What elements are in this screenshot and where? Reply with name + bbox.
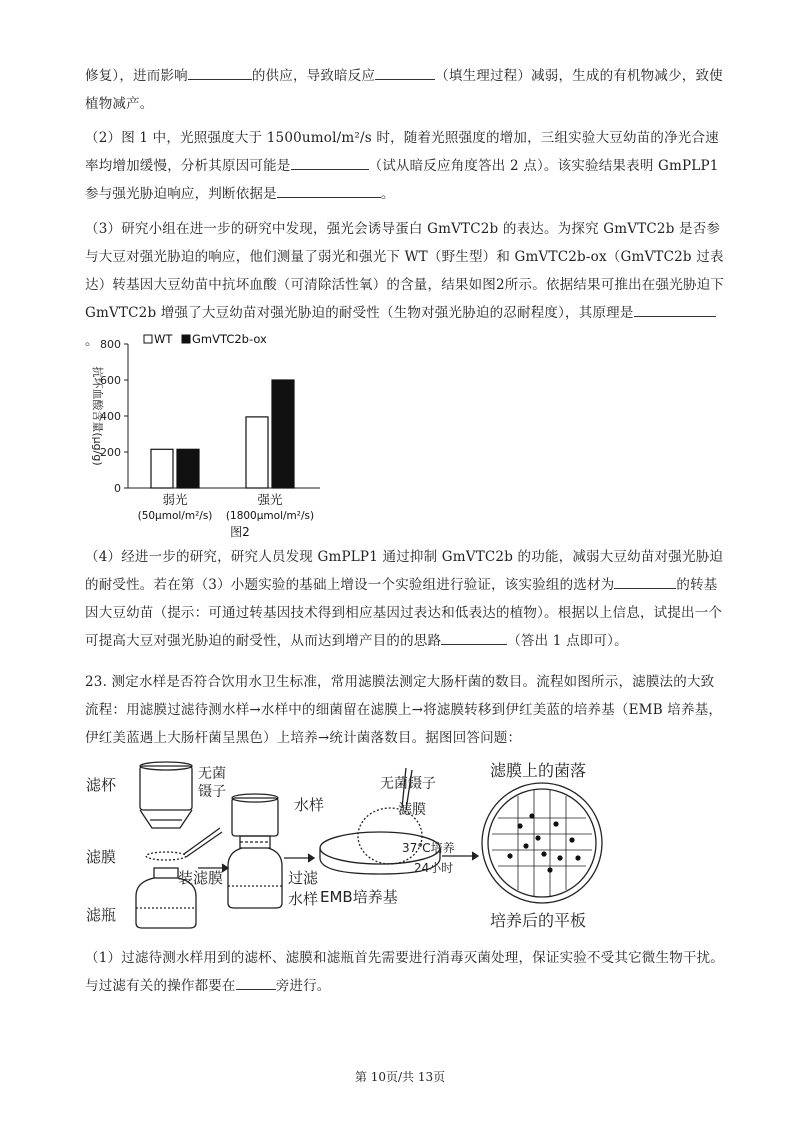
category-note: (1800μmol/m²/s) bbox=[225, 510, 315, 522]
para5-text-b: 旁进行。 bbox=[275, 978, 331, 994]
label-filter-sample-2: 水样 bbox=[288, 890, 319, 908]
para2-text-a: （2）图 1 中，光照强度大于 1500umol/m²/s 时，随着光照强度的增加，三组实验大豆幼苗的净光合速率均增加缓慢，分析其原因可能是 bbox=[85, 130, 719, 174]
para2-text-c: 。 bbox=[380, 186, 395, 202]
answer-blank[interactable] bbox=[375, 64, 435, 80]
para5-text-a: （1）过滤待测水样用到的滤杯、滤膜和滤瓶首先需要进行消毒灭菌处理，保证实验不受其它微生物干扰。与过滤有关的操作都要在 bbox=[85, 950, 724, 994]
y-axis-label: 抗坏血酸含量(μg/g) bbox=[91, 366, 104, 466]
bar-ox-1 bbox=[272, 380, 294, 488]
label-colonies-on-membrane: 滤膜上的菌落 bbox=[490, 761, 587, 780]
para2-text-b: （试从暗反应角度答出 2 点）。该实验结果表明 GmPLP1 参与强光胁迫响应，判断依据是 bbox=[85, 158, 719, 202]
y-tick-label: 200 bbox=[100, 446, 121, 459]
label-bottle: 滤瓶 bbox=[86, 906, 117, 924]
q23-text: 23. 测定水样是否符合饮用水卫生标准，常用滤膜法测定大肠杆菌的数目。流程如图所示，滤膜法的大致流程：用滤膜过滤待测水样→水样中的细菌留在滤膜上→将滤膜转移到伊红美蓝的培养基（EMB 培养基，伊红美蓝遇上大肠杆菌呈黑色）上培养→统计菌落数目。据图回答问题： bbox=[85, 674, 723, 746]
para4-text-a: （4）经进一步的研究，研究人员发现 GmPLP1 通过抑制 GmVTC2b 的功能，减弱大豆幼苗对强光胁迫的耐受性。若在第（3）小题实验的基础上增设一个实验组进行验证，该实验组的选材为 bbox=[85, 549, 724, 593]
answer-blank[interactable] bbox=[291, 154, 369, 170]
page-footer: 第 10页/共 13页 bbox=[354, 1070, 446, 1084]
answer-blank[interactable] bbox=[634, 301, 716, 317]
label-sterile-tweezers-a: 无菌 bbox=[198, 766, 226, 782]
bar-wt-0 bbox=[151, 449, 173, 488]
para1-text-a: 修复），进而影响 bbox=[85, 68, 188, 84]
answer-blank[interactable] bbox=[188, 64, 252, 80]
para1-text-c: （填生理过程）减弱，生成的有机物减少，致使植物减产。 bbox=[85, 68, 723, 112]
y-tick-label: 0 bbox=[114, 482, 121, 495]
paragraph-4 bbox=[85, 543, 725, 655]
label-install-membrane: 装滤膜 bbox=[178, 869, 224, 887]
label-culture-2: 24小时 bbox=[414, 861, 454, 875]
label-sterile-tweezers-b: 镊子 bbox=[198, 784, 226, 800]
answer-blank[interactable] bbox=[277, 182, 381, 198]
result-plate-drawing bbox=[482, 783, 602, 903]
category-label: 强光 bbox=[257, 492, 283, 507]
question-23 bbox=[85, 668, 725, 752]
legend-swatch-ox bbox=[182, 335, 190, 343]
bar-ox-0 bbox=[177, 449, 199, 488]
para1-text-b: 的供应，导致暗反应 bbox=[251, 68, 376, 84]
filter-cup-drawing bbox=[140, 762, 192, 828]
tweezers-drawing bbox=[184, 828, 222, 857]
label-emb-medium: EMB培养基 bbox=[320, 888, 398, 906]
para3-text-b: 。 bbox=[85, 333, 99, 349]
flow-arrow bbox=[284, 854, 314, 862]
category-note: (50μmol/m²/s) bbox=[137, 510, 213, 522]
label-filter-sample-1: 过滤 bbox=[288, 869, 319, 887]
chart-title: 图2 bbox=[230, 525, 250, 539]
category-label: 弱光 bbox=[162, 492, 188, 507]
label-cultured-plate: 培养后的平板 bbox=[490, 911, 587, 930]
legend-label-ox: GmVTC2b-ox bbox=[192, 332, 267, 346]
assembled-filter-drawing bbox=[228, 794, 282, 908]
membrane-filtration-diagram bbox=[80, 758, 740, 933]
para4-text-b: 的转基因大豆幼苗（提示：可通过转基因技术得到相应基因过表达和低表达的植物）。根据以上信息，试提出一个可提高大豆对强光胁迫的耐受性，从而达到增产目的的思路 bbox=[85, 577, 723, 649]
hidden-source-label: 无菌镊子 bbox=[80, 758, 84, 759]
label-membrane-2: 滤膜 bbox=[398, 802, 426, 818]
paragraph-1 bbox=[85, 62, 725, 118]
legend-swatch-wt bbox=[144, 335, 152, 343]
answer-blank[interactable] bbox=[441, 629, 507, 645]
bar-wt-1 bbox=[246, 417, 268, 488]
label-sterile-tweezers-2: 无菌镊子 bbox=[380, 776, 436, 792]
legend-label-wt: WT bbox=[154, 332, 173, 346]
para3-text-a: （3）研究小组在进一步的研究中发现，强光会诱导蛋白 GmVTC2b 的表达。为探究 GmVTC2b 是否参与大豆对强光胁迫的响应，他们测量了弱光和强光下 WT（野生型）和 GmVTC2b-ox（GmVTC2b 过表达）转基因大豆幼苗中抗坏血酸（可清除活性氧）的含量，结果如图2所示。依据结果可推出在强光胁迫下 GmVTC2b 增强了大豆幼苗对强光胁迫的耐受性（生物对强光胁迫的忍耐程度），其原理是 bbox=[85, 221, 724, 321]
membrane-disc-drawing bbox=[146, 852, 186, 860]
label-water-sample: 水样 bbox=[294, 796, 325, 814]
paragraph-5 bbox=[85, 944, 725, 1000]
y-tick-label: 800 bbox=[100, 338, 121, 351]
label-culture-1: 37℃培养 bbox=[402, 841, 455, 855]
label-membrane: 滤膜 bbox=[86, 848, 117, 866]
answer-blank[interactable] bbox=[614, 573, 676, 589]
answer-blank[interactable] bbox=[236, 974, 276, 990]
paragraph-2 bbox=[85, 124, 725, 208]
label-filter-cup: 滤杯 bbox=[86, 776, 117, 794]
y-tick-label: 400 bbox=[100, 410, 121, 423]
ascorbic-acid-bar-chart bbox=[80, 330, 340, 545]
y-tick-label: 600 bbox=[100, 374, 121, 387]
para4-text-c: （答出 1 点即可）。 bbox=[507, 633, 628, 649]
